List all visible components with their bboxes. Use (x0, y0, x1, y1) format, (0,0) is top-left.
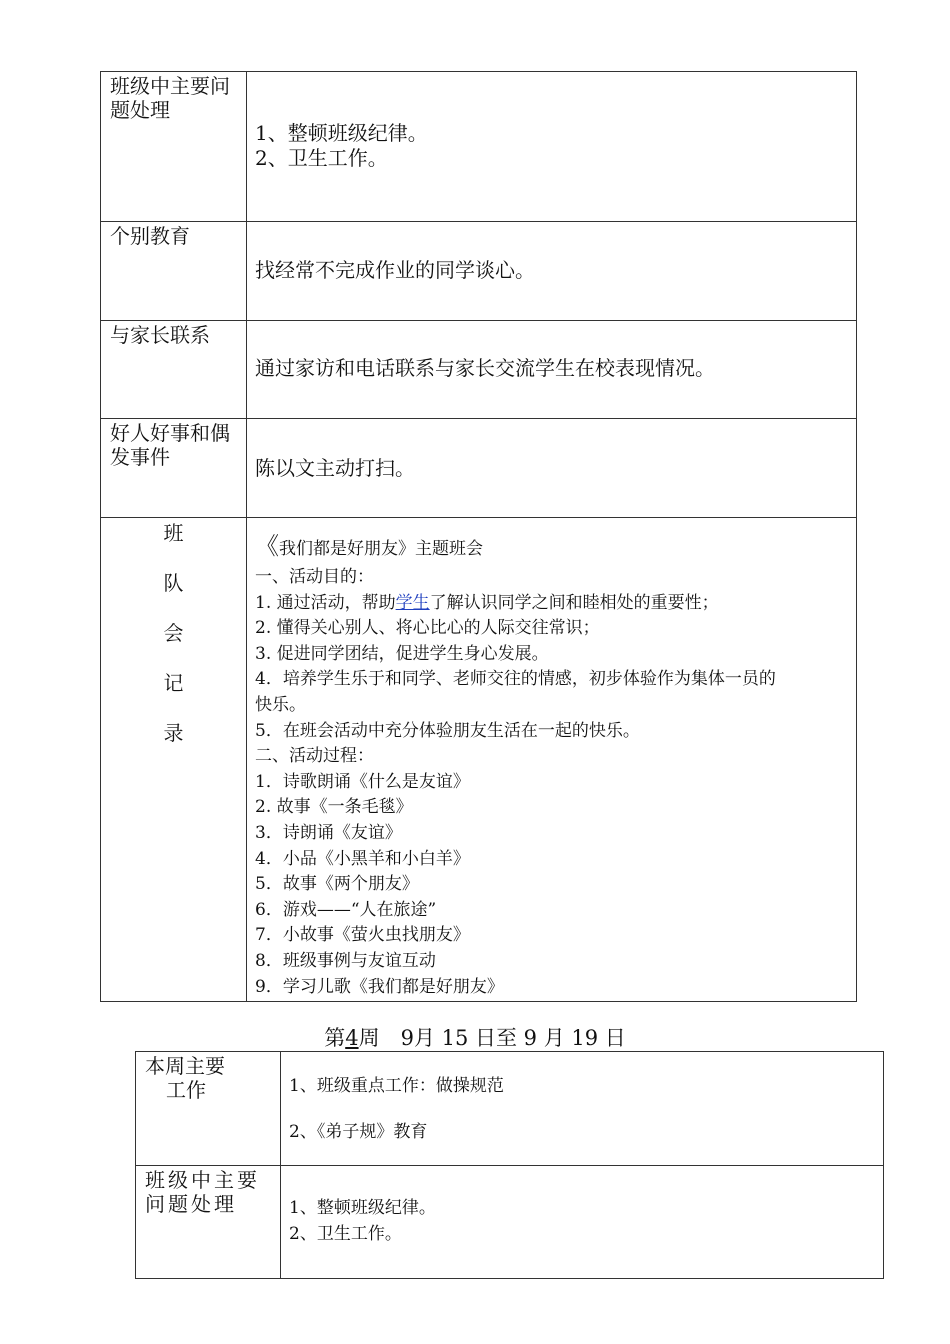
process-step: 5．故事《两个朋友》 (255, 874, 419, 895)
process-step: 6．游戏——“人在旅途” (255, 899, 437, 920)
row-content (281, 1052, 884, 1166)
row-label: 班级中主要问题处理 (136, 1166, 281, 1279)
process-step: 8．班级事例与友谊互动 (255, 950, 436, 971)
week-title: 第4周 9月 15 日至 9 月 19 日 (324, 1026, 626, 1050)
content-line: 2、卫生工作。 (255, 146, 388, 170)
purpose-item: 5．在班会活动中充分体验朋友生活在一起的快乐。 (255, 720, 640, 741)
process-step: 3．诗朗诵《友谊》 (255, 822, 402, 843)
content-line: 1、整顿班级纪律。 (255, 121, 428, 145)
meeting-title: 《我们都是好朋友》主题班会 (255, 532, 483, 560)
student-link[interactable]: 学生 (395, 592, 430, 613)
label-char: 队 (163, 571, 184, 595)
table-row (101, 419, 857, 518)
purpose-item: 3. 促进同学团结，促进学生身心发展。 (255, 643, 549, 664)
row-label: 与家长联系 (101, 321, 247, 419)
row-label: 好人好事和偶发事件 (101, 419, 247, 518)
purpose-item: 快乐。 (255, 694, 306, 715)
process-step: 9．学习儿歌《我们都是好朋友》 (255, 976, 504, 997)
row-content (247, 321, 857, 419)
content-line: 1、班级重点工作：做操规范 (289, 1076, 504, 1096)
table-row (136, 1052, 884, 1166)
weekly-record-table (100, 71, 857, 1002)
label-char: 班 (163, 521, 184, 545)
row-content (247, 72, 857, 222)
row-content (281, 1166, 884, 1279)
label-char: 会 (163, 621, 184, 645)
purpose-item: 1. 通过活动，帮助学生了解认识同学之间和睦相处的重要性； (255, 592, 719, 613)
process-step: 7．小故事《萤火虫找朋友》 (255, 925, 470, 946)
label-char: 记 (163, 671, 184, 695)
table-row (101, 72, 857, 222)
table-row (101, 321, 857, 419)
content-line: 1、整顿班级纪律。 (289, 1198, 436, 1218)
content-line: 找经常不完成作业的同学谈心。 (255, 258, 535, 282)
row-content (247, 222, 857, 321)
meeting-record-label (101, 518, 247, 1002)
content-line: 通过家访和电话联系与家长交流学生在校表现情况。 (255, 356, 715, 380)
purpose-heading: 一、活动目的： (255, 567, 374, 587)
row-content (247, 419, 857, 518)
week4-table (135, 1051, 884, 1279)
table-row (136, 1166, 884, 1279)
row-label: 个别教育 (101, 222, 247, 321)
row-label: 本周主要 工作 (136, 1052, 281, 1166)
content-line: 2、卫生工作。 (289, 1223, 402, 1244)
row-label: 班级中主要问题处理 (101, 72, 247, 222)
process-heading: 二、活动过程： (255, 746, 374, 767)
table-row (101, 222, 857, 321)
content-line: 2、《弟子规》教育 (289, 1121, 428, 1142)
week-number: 4 (345, 1026, 359, 1050)
label-char: 录 (163, 721, 184, 745)
meeting-record-content (247, 518, 857, 1002)
process-step: 2. 故事《一条毛毯》 (255, 797, 413, 818)
table-row (101, 518, 857, 1002)
content-line: 陈以文主动打扫。 (255, 456, 415, 480)
process-step: 1．诗歌朗诵《什么是友谊》 (255, 771, 470, 792)
process-step: 4．小品《小黑羊和小白羊》 (255, 848, 470, 869)
purpose-item: 2. 懂得关心别人、将心比心的人际交往常识； (255, 618, 600, 639)
purpose-item: 4．培养学生乐于和同学、老师交往的情感，初步体验作为集体一员的 (255, 669, 776, 690)
